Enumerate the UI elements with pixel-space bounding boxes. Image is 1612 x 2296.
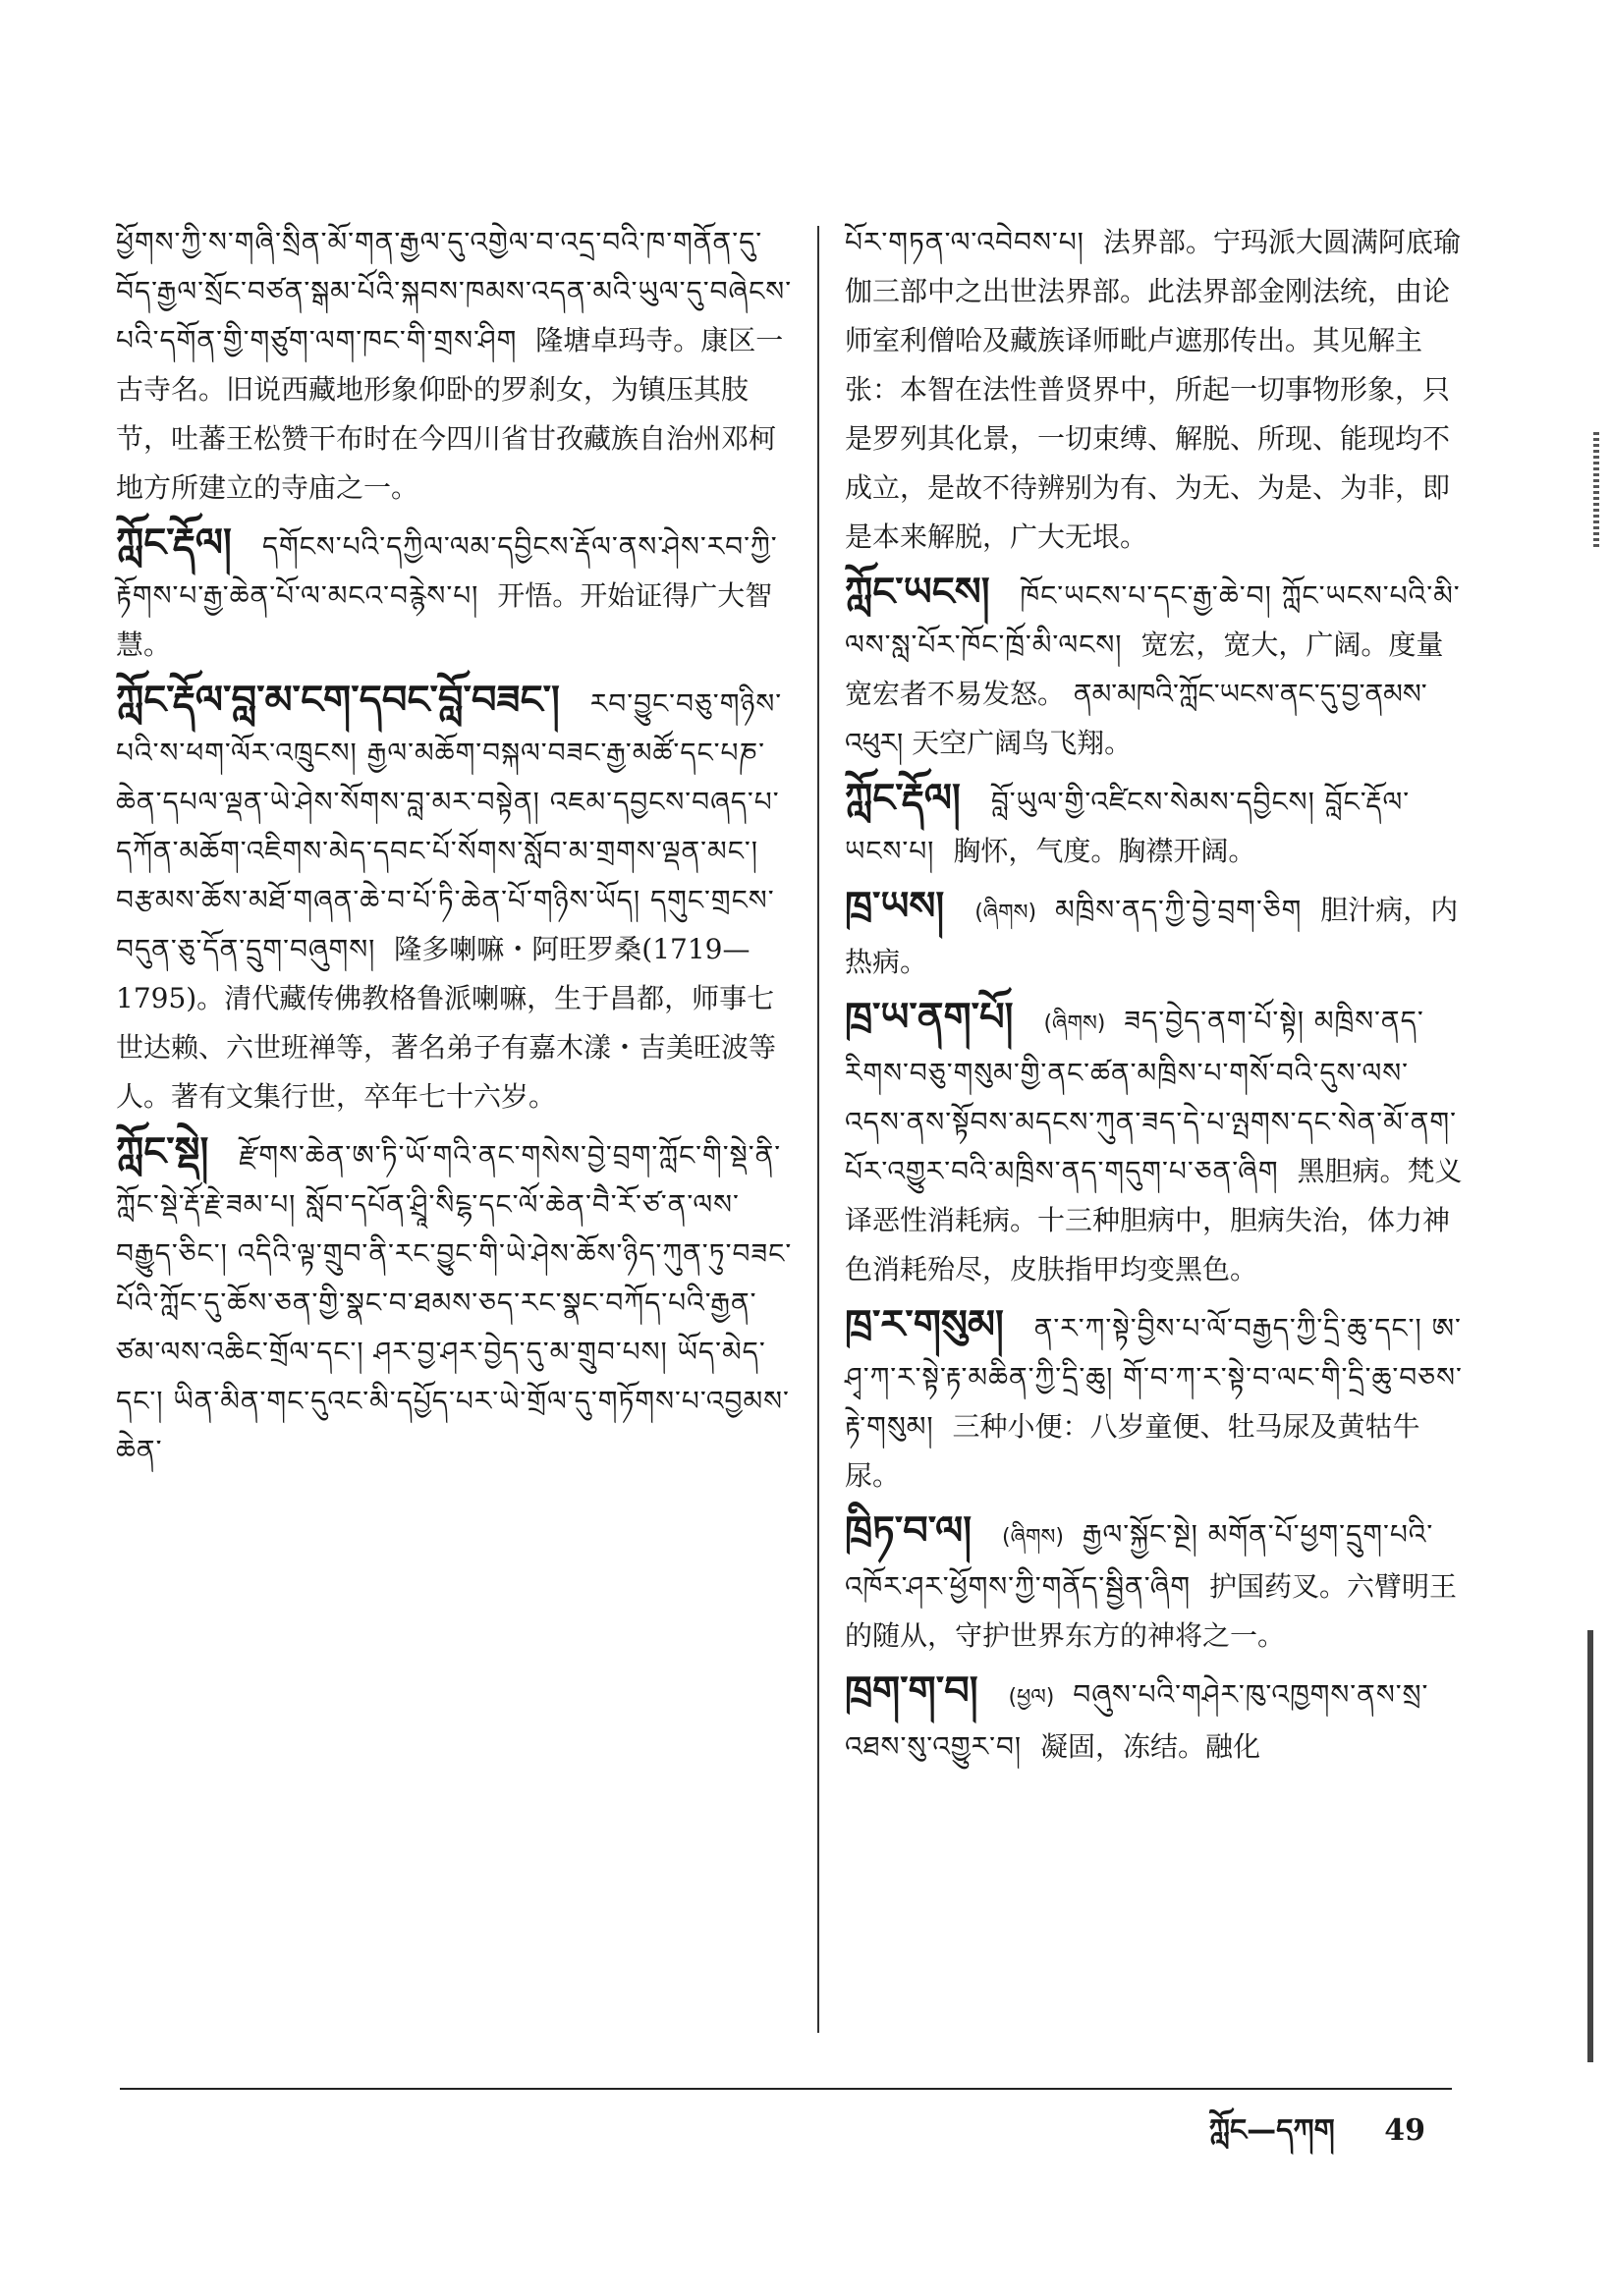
entry-category-tag: (ཕྱལ) <box>1008 1685 1055 1710</box>
entry-headword: ཁྲ་ཡ་ནག་པོ། <box>845 995 1014 1040</box>
scan-edge-mark <box>1593 432 1599 550</box>
entry-headword: ཀློང་རྡོལ། <box>116 520 232 566</box>
entry-chinese-definition: 黑胆病。梵义译恶性消耗病。十三种胆病中，胆病失治，体力神色消耗殆尽，皮肤指甲均变黑色。 <box>845 1155 1463 1285</box>
page-number: 49 <box>1384 2113 1425 2148</box>
entry-tibetan-definition: རྒྱལ་སྐྱོང་སྔེ། མགོན་པོ་ཕྱག་དྲུག་པའི་འཁོར་ཤར་ཕྱོགས་ཀྱི་གནོད་སྦྱིན་ཞིག <box>845 1518 1434 1603</box>
column-divider <box>817 226 819 2033</box>
dictionary-entry <box>116 218 794 513</box>
entry-chinese-definition: 法界部。宁玛派大圆满阿底瑜伽三部中之出世法界部。此法界部金刚法统，由论师室利僧哈及藏族译师毗卢遮那传出。其见解主张：本智在法性普贤界中，所起一切事物形象，只是罗列其化景，一切束缚、解脱、所现、能现均不成立，是故不待辨别为有、为无、为是、为非，即是本来解脱，广大无垠。 <box>845 226 1461 553</box>
headword-range: ཀློང—དཀག <box>1208 2113 1335 2148</box>
entry-chinese-definition: 胸怀，气度。胸襟开阔。 <box>953 835 1256 867</box>
entry-tibetan-definition: མཁྲིས་ནད་ཀྱི་བྱེ་བྲག་ཅིག <box>1055 894 1303 926</box>
entry-headword: ཁྲིཏ་བ་ལ། <box>845 1508 973 1554</box>
entry-category-tag: (ཞིགས) <box>974 901 1037 925</box>
dictionary-entry <box>116 1127 794 1475</box>
entry-tibetan-definition: ན་ར་ཀ་སྟེ་བྱིས་པ་ལོ་བརྒྱད་ཀྱི་དྲི་ཆུ་དང་། ཨ་ཤྭ་ཀ་ར་སྟེ་རྟ་མཆིན་ཀྱི་དྲི་ཆུ། གོ་བ་ཀ་ར་སྟེ་བ་ལང་གི་དྲི་ཆུ་བཅས་རྟེ་གསུམ། <box>845 1312 1463 1443</box>
entry-tibetan-definition: པོར་གཏན་ལ་འབེབས་པ། <box>845 226 1084 258</box>
entry-chinese-definition: 胆汁病，内热病。 <box>845 894 1459 978</box>
entry-tibetan-definition: རྫོགས་ཆེན་ཨ་ཏི་ཡོ་གའི་ནང་གསེས་བྱེ་བྲག་ཀློང་གི་སྡེ་ནི་ཀློང་སྡེ་རྡོ་རྗེ་ཟམ་པ། སློབ་དཔོན་ཤྲཱི་སིངྷ་དང་ལོ་ཆེན་བཻ་རོ་ཙ་ན་ལས་བརྒྱུད་ཅིང་། འདིའི་ལྟ་གྲུབ་ནི་རང་བྱུང་གི་ཡེ་ཤེས་ཆོས་ཉིད་ཀུན་ཏུ་བཟང་པོའི་ཀློང་དུ་ཆོས་ཅན་གྱི་སྣང་བ་ཐམས་ཅད་རང་སྣང་བཀོད་པའི་རྒྱན་ཙམ་ལས་འཆིང་གྲོལ་དང་། ཤར་བྱ་ཤར་བྱེད་དུ་མ་གྲུབ་པས། ཡོད་མེད་དང་། ཡིན་མིན་གང་དུའང་མི་དཔྱོད་པར་ཡེ་གྲོལ་དུ་གཏོགས་པ་འབྱམས་ཆེན་ <box>116 1139 793 1466</box>
entry-headword: ཀློང་རྡོལ། <box>845 776 961 821</box>
entry-chinese-definition: 隆多喇嘛・阿旺罗桑(1719—1795)。清代藏传佛教格鲁派喇嘛，生于昌都，师事七世达赖、六世班禅等，著名弟子有嘉木漾・吉美旺波等人。著有文集行世，卒年七十六岁。 <box>116 933 777 1113</box>
entry-headword: ཀློང་སྡེ། <box>116 1129 209 1175</box>
entry-chinese-definition: 护国药叉。六臂明王的随从，守护世界东方的神将之一。 <box>845 1570 1457 1652</box>
entry-headword: ཁྲ་ར་གསུམ། <box>845 1302 1004 1347</box>
page-footer <box>1209 2098 1425 2180</box>
entry-tibetan-definition: ཁོང་ཡངས་པ་དང་རྒྱ་ཆེ་བ། ཀློང་ཡངས་པའི་མི་ལས་སླ་པོར་ཁོང་ཁྲོ་མི་ལངས། <box>845 579 1461 661</box>
dictionary-entry <box>116 519 794 670</box>
dictionary-entry <box>845 882 1464 987</box>
dictionary-entry <box>845 1667 1464 1772</box>
entry-chinese-definition: 隆塘卓玛寺。康区一古寺名。旧说西藏地形象仰卧的罗刹女，为镇压其肢节，吐蕃王松赞干布时在今四川省甘孜藏族自治州邓柯地方所建立的寺庙之一。 <box>116 324 784 504</box>
entry-chinese-definition: 宽宏，宽大，广阔。度量宽宏者不易发怒。 ནམ་མཁའི་ཀློང་ཡངས་ནང་དུ་བྱ་ནམས་འཕུར། 天空广阔鸟飞翔。 <box>845 629 1444 759</box>
entry-tibetan-definition: ཟད་བྱེད་ནག་པོ་སྟེ། མཁྲིས་ནད་རིགས་བཅུ་གསུམ་གྱི་ནང་ཚན་མཁྲིས་པ་གསོ་བའི་དུས་ལས་འདས་ནས་སྟོབས་མདངས་ཀུན་ཟད་དེ་པ་ལྤགས་དང་སེན་མོ་ནག་པོར་འགྱུར་བའི་མཁྲིས་ནད་གདུག་པ་ཅན་ཞིག <box>845 1005 1457 1187</box>
dictionary-entry <box>845 1506 1464 1661</box>
entry-tibetan-definition: ཕྱོགས་ཀྱི་ས་གཞི་སྲིན་མོ་གན་རྒྱལ་དུ་འགྱེལ་བ་འདྲ་བའི་ཁ་གནོན་དུ་བོད་རྒྱལ་སྲོང་བཙན་སྒམ་པོའི་སྐབས་ཁམས་འདན་མའི་ཡུལ་དུ་བཞེངས་པའི་དགོན་གྱི་གཙུག་ལག་ཁང་གི་གྲས་ཤིག <box>116 226 793 356</box>
dictionary-entry <box>845 1300 1464 1501</box>
entry-tibetan-definition: དགོངས་པའི་དཀྱིལ་ལམ་དབྱིངས་རྡོལ་ནས་ཤེས་རབ་ཀྱི་རྟོགས་པ་རྒྱ་ཆེན་པོ་ལ་མངའ་བརྙེས་པ། <box>116 530 778 612</box>
entry-headword: ཀློང་རྡོལ་བླ་མ་ངག་དབང་བློ་བཟང་། <box>116 678 560 723</box>
left-column <box>116 218 794 1481</box>
entry-chinese-definition: 开悟。开始证得广大智慧。 <box>116 579 773 661</box>
dictionary-entry <box>845 568 1464 768</box>
entry-tibetan-definition: བློ་ཡུལ་གྱི་འཛིངས་སེམས་དབྱིངས། བློང་རྡོལ་ཡངས་པ། <box>845 786 1411 867</box>
entry-chinese-definition: 三种小便：八岁童便、牡马尿及黄牯牛尿。 <box>845 1410 1420 1492</box>
entry-headword: ཀློང་ཡངས། <box>845 570 990 615</box>
footer-rule <box>120 2088 1452 2090</box>
dictionary-entry <box>116 676 794 1121</box>
entry-headword: ཁྲ་ཡས། <box>845 884 945 929</box>
dictionary-entry <box>845 993 1464 1294</box>
entry-category-tag: (ཞིགས) <box>1002 1525 1064 1550</box>
entry-headword: ཁྲག་ག་བ། <box>845 1668 978 1714</box>
dictionary-entry <box>845 218 1464 562</box>
scan-edge-bar <box>1587 1630 1593 2062</box>
entry-tibetan-definition: རབ་བྱུང་བཅུ་གཉིས་པའི་ས་ཕག་ལོར་འཁྲུངས། རྒྱལ་མཆོག་བསྐལ་བཟང་རྒྱ་མཚོ་དང་པཎ་ཆེན་དཔལ་ལྡན་ཡེ་ཤེས་སོགས་བླ་མར་བསྟེན། འཇམ་དབྱངས་བཞད་པ་དཀོན་མཆོག་འཇིགས་མེད་དབང་པོ་སོགས་སློབ་མ་གྲགས་ལྡན་མང་། བརྩམས་ཆོས་མཐོ་གཞན་ཆེ་བ་པོ་ཏི་ཆེན་པོ་གཉིས་ཡོད། དགུང་གྲངས་བདུན་ཅུ་དོན་དྲུག་བཞུགས། <box>116 687 783 965</box>
entry-category-tag: (ཞིགས) <box>1043 1011 1106 1036</box>
entry-chinese-definition: 凝固，冻结。融化 <box>1040 1730 1261 1763</box>
right-column <box>845 218 1464 1777</box>
entry-tibetan-definition: བཞུས་པའི་གཤེར་ཁུ་འཁྱགས་ནས་སྲ་འཐས་སུ་འགྱུར་བ། <box>845 1678 1429 1763</box>
dictionary-entry <box>845 774 1464 876</box>
